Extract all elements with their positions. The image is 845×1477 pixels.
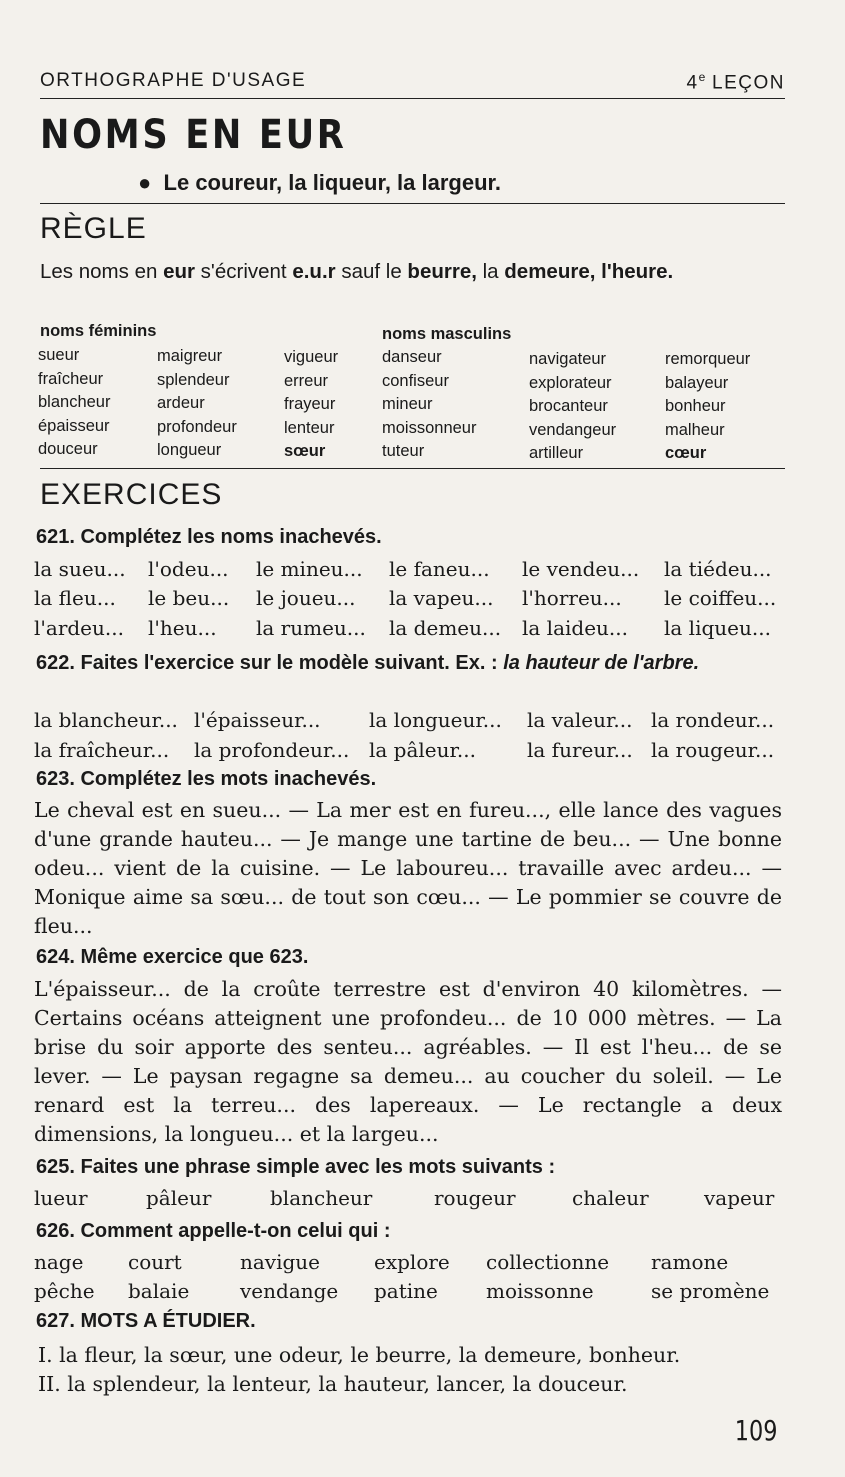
regle-heading: RÈGLE (40, 212, 147, 245)
item: pêche (34, 1279, 95, 1303)
word: brocanteur (529, 397, 608, 415)
item: collectionne (486, 1250, 610, 1274)
word: vendangeur (529, 420, 617, 439)
mots-line-1: I. la fleur, la sœur, une odeur, le beurre, la demeure, bonheur. (38, 1343, 681, 1367)
item: la profondeur... (194, 738, 350, 762)
feminins-heading: noms féminins (40, 322, 157, 340)
word: ardeur (157, 394, 205, 412)
item: la sueu... (34, 557, 126, 581)
item: patine (374, 1279, 438, 1303)
mots-line-2: II. la splendeur, la lenteur, la hauteur, lancer, la douceur. (38, 1372, 628, 1396)
exercise-622-label: 622. Faites l'exercice sur le modèle suivant. Ex. : (36, 652, 504, 674)
word: frayeur (284, 395, 336, 413)
word: longueur (157, 441, 222, 459)
lesson-title: NOMS EN EUR (40, 112, 347, 158)
regle-b5: l'heure. (601, 260, 674, 283)
regle-t3: sauf le (335, 260, 408, 283)
item: la fleu... (34, 586, 116, 610)
item: l'odeu... (148, 557, 229, 581)
item: blancheur (270, 1186, 373, 1210)
exercise-627-title: 627. MOTS A ÉTUDIER. (36, 1310, 256, 1332)
word: erreur (284, 371, 329, 390)
word: tuteur (382, 442, 425, 460)
exercise-623-title: 623. Complétez les mots inachevés. (36, 768, 377, 790)
item: la laideu... (522, 616, 628, 640)
exercise-624-text: L'épaisseur... de la croûte terrestre est d'environ 40 kilomètres. — Certains océans atteignent une profondeu... de 10 000 mètres. — La brise du soir apporte des senteu... agréables. — Il est l'heu... de se lever. — Le paysan regagne sa demeu... au coucher du soleil. — Le renard est la terreu... des lapereaux. — Le rectangle a deux dimensions, la longueu... et la largeu... (34, 977, 782, 1146)
lesson-examples (138, 170, 501, 196)
word: lenteur (284, 418, 335, 437)
word: malheur (665, 420, 725, 439)
item: le coiffeu... (664, 586, 777, 610)
word: bonheur (665, 397, 726, 415)
word: vigueur (284, 348, 339, 366)
item: moissonne (486, 1279, 594, 1303)
exercise-624-title: 624. Même exercice que 623. (36, 946, 309, 968)
regle-b2: e.u.r (292, 260, 336, 283)
word: épaisseur (38, 416, 110, 435)
item: se promène (651, 1279, 770, 1303)
item: balaie (128, 1279, 190, 1303)
item: le faneu... (389, 557, 490, 581)
exercise-625-title: 625. Faites une phrase simple avec les mots suivants : (36, 1156, 556, 1178)
word: danseur (382, 348, 442, 366)
exercise-622-model: la hauteur de l'arbre. (503, 652, 700, 674)
item: la liqueu... (664, 616, 771, 640)
exercise-623-text: Le cheval est en sueu... — La mer est en fureu..., elle lance des vagues d'une grande hauteu... — Je mange une tartine de beu... — Une bonne odeu... vient de la cuisine. — Le laboureu... travaille avec ardeu... — Monique aime sa sœu... de tout son cœu... — Le pommier se couvre de fleu... (34, 798, 782, 938)
word: splendeur (157, 370, 230, 389)
item: la fraîcheur... (34, 738, 170, 762)
word: sœur (284, 442, 326, 460)
item: la demeu... (389, 616, 502, 640)
masculins-heading: noms masculins (382, 325, 512, 343)
item: l'ardeu... (34, 616, 124, 640)
word: blancheur (38, 393, 111, 411)
exercise-626-title: 626. Comment appelle-t-on celui qui : (36, 1220, 391, 1242)
masculins-col-1 (382, 346, 476, 464)
feminins-col-2 (157, 345, 237, 463)
item: l'heu... (148, 616, 217, 640)
item: court (128, 1250, 182, 1274)
word: navigateur (529, 350, 607, 368)
item: l'épaisseur... (194, 708, 321, 732)
word: explorateur (529, 373, 612, 392)
item: vapeur (704, 1186, 775, 1210)
regle-t1: Les noms en (40, 260, 164, 283)
page-number: 109 (734, 1414, 777, 1447)
regle-text (40, 258, 785, 286)
exercise-621-title: 621. Complétez les noms inachevés. (36, 526, 382, 548)
word: balayeur (665, 373, 729, 392)
word: moissonneur (382, 418, 477, 437)
item: navigue (240, 1250, 321, 1274)
masculins-col-2 (529, 348, 616, 466)
examples-text: Le coureur, la liqueur, la largeur. (163, 170, 501, 195)
word: mineur (382, 395, 433, 413)
item: le vendeu... (522, 557, 640, 581)
regle-b1: eur (163, 260, 195, 283)
item: la rougeur... (651, 738, 775, 762)
word: douceur (38, 440, 98, 458)
word: maigreur (157, 347, 223, 365)
item: la blancheur... (34, 708, 178, 732)
item: rougeur (434, 1186, 516, 1210)
word: remorqueur (665, 350, 751, 368)
running-header (40, 66, 785, 99)
bullet-icon: ● (138, 170, 152, 195)
item: l'horreu... (522, 586, 622, 610)
word: cœur (665, 444, 707, 462)
exercise-622-title (36, 650, 786, 677)
exercices-heading: EXERCICES (40, 478, 223, 511)
item: le joueu... (256, 586, 356, 610)
regle-b4: demeure, (504, 260, 596, 283)
item: vendange (240, 1279, 339, 1303)
item: le mineu... (256, 557, 363, 581)
item: la valeur... (527, 708, 633, 732)
word: confiseur (382, 371, 449, 390)
item: chaleur (572, 1186, 649, 1210)
feminins-col-3 (284, 346, 338, 464)
masculins-col-3 (665, 348, 750, 466)
lesson-number: 4 (686, 72, 699, 94)
word: profondeur (157, 417, 237, 436)
item: nage (34, 1250, 84, 1274)
regle-t2: s'écrivent (194, 260, 293, 283)
header-lesson (686, 70, 785, 94)
item: pâleur (146, 1186, 212, 1210)
word: fraîcheur (38, 369, 104, 388)
feminins-col-1 (38, 344, 110, 462)
divider (40, 468, 785, 469)
regle-t4: la (476, 260, 505, 283)
divider (40, 203, 785, 204)
header-subject: ORTHOGRAPHE D'USAGE (40, 70, 307, 91)
item: explore (374, 1250, 450, 1274)
item: lueur (34, 1186, 88, 1210)
item: la longueur... (369, 708, 502, 732)
item: le beu... (148, 586, 230, 610)
regle-b3: beurre, (407, 260, 477, 283)
word: artilleur (529, 444, 584, 462)
item: la pâleur... (369, 738, 476, 762)
word: sueur (38, 346, 80, 364)
item: la vapeu... (389, 586, 494, 610)
item: la fureur... (527, 738, 633, 762)
item: ramone (651, 1250, 729, 1274)
item: la tiédeu... (664, 557, 772, 581)
lesson-sup: e (698, 70, 706, 84)
item: la rondeur... (651, 708, 775, 732)
item: la rumeu... (256, 616, 366, 640)
lesson-word: LEÇON (712, 72, 785, 94)
